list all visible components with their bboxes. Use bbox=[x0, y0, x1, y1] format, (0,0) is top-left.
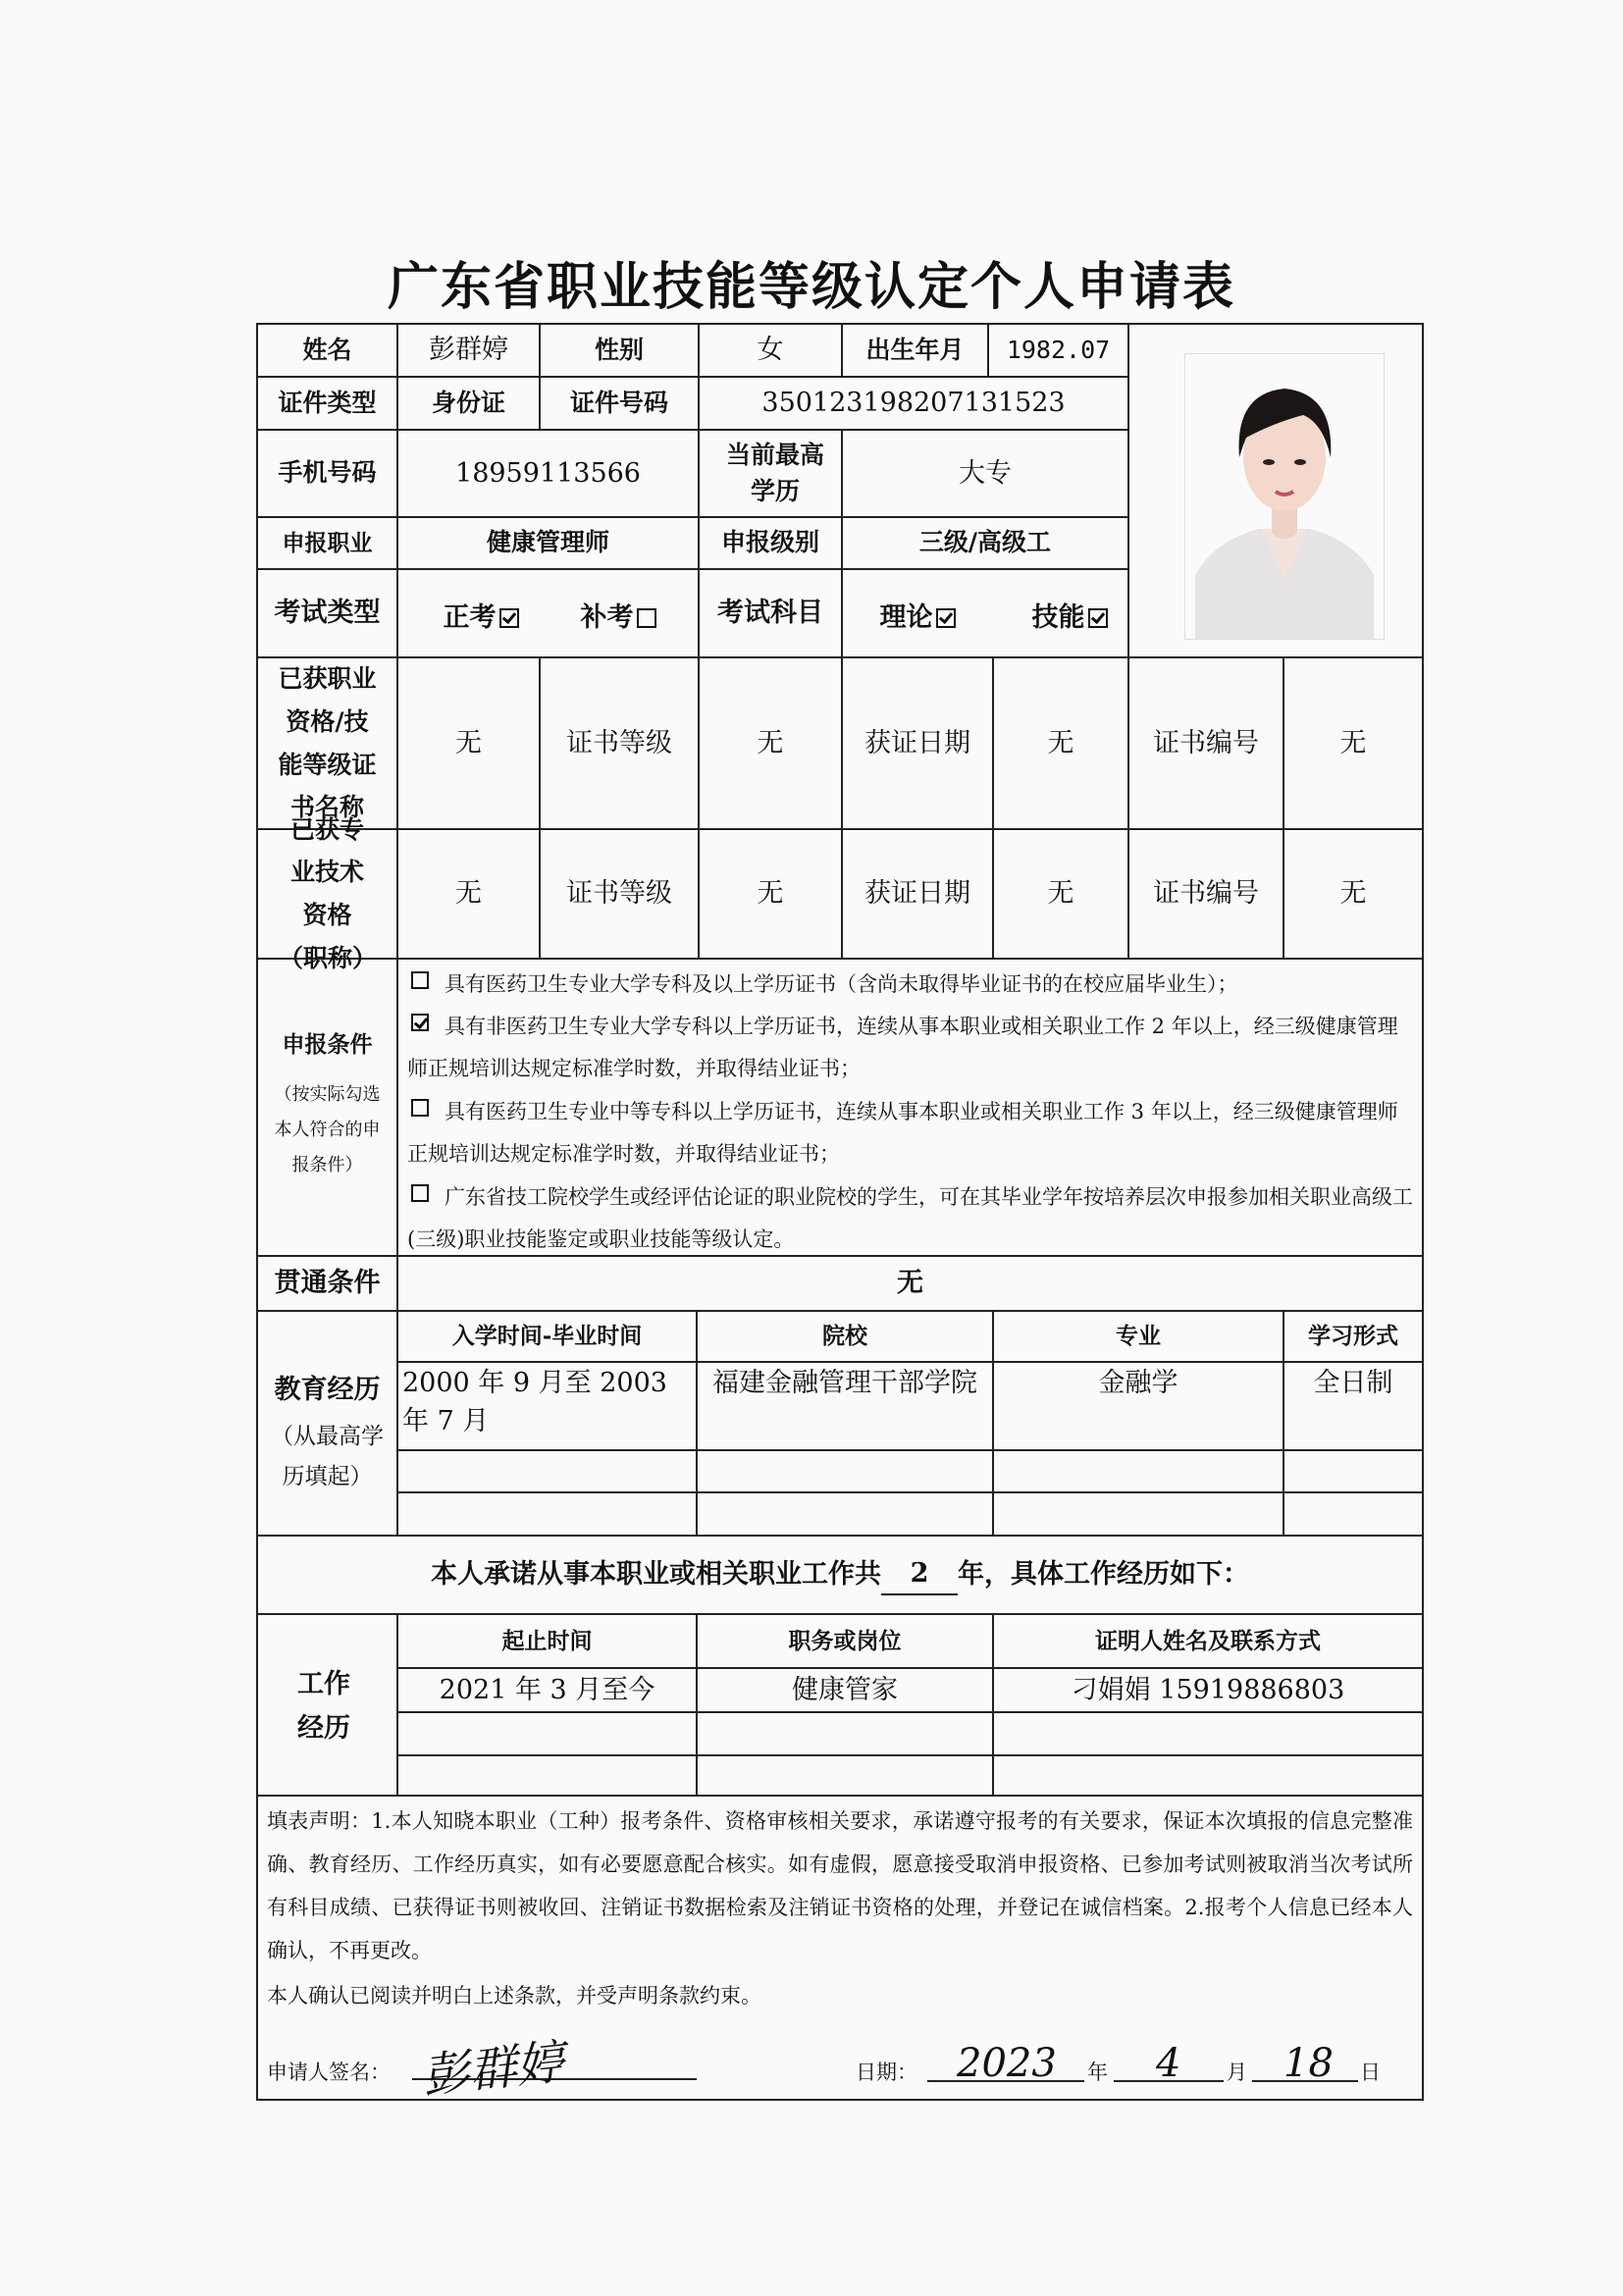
checkbox-icon[interactable] bbox=[411, 1099, 429, 1117]
edu-header-major: 专业 bbox=[1116, 1323, 1161, 1350]
name-label: 姓名 bbox=[302, 335, 352, 364]
cert-no-label: 证书编号 bbox=[1153, 727, 1259, 758]
condition-text: 广东省技工院校学生或经评估论证的职业院校的学生，可在其毕业学年按培养层次申报参加相关职业高级工(三级)职业技能鉴定或职业技能等级认定。 bbox=[407, 1185, 1413, 1251]
conditions-label: 申报条件 bbox=[282, 1031, 373, 1059]
condition-item-1 bbox=[407, 964, 1418, 1006]
exam-subject-skill-label: 技能 bbox=[1031, 602, 1085, 634]
cert-level-label: 证书等级 bbox=[566, 727, 672, 758]
edu-header-mode: 学习形式 bbox=[1308, 1323, 1398, 1350]
work-commitment bbox=[257, 1536, 1423, 1614]
date-year: 2023 bbox=[957, 2041, 1057, 2086]
checkbox-icon[interactable] bbox=[1088, 608, 1108, 628]
signature-label: 申请人签名： bbox=[267, 2061, 391, 2084]
obtained-cert-name: 无 bbox=[455, 727, 482, 758]
through-value: 无 bbox=[897, 1268, 923, 1299]
occupation-label: 申报职业 bbox=[282, 529, 373, 556]
month-unit: 月 bbox=[1227, 2061, 1247, 2084]
through-label: 贯通条件 bbox=[274, 1268, 381, 1299]
obtained-cert-number: 无 bbox=[1339, 727, 1367, 758]
checkbox-icon[interactable] bbox=[637, 608, 656, 628]
edu-header-period: 入学时间-毕业时间 bbox=[451, 1323, 643, 1350]
work-header-position: 职务或岗位 bbox=[788, 1627, 902, 1654]
declaration-text: 填表声明：1.本人知晓本职业（工种）报考条件、资格审核相关要求，承诺遵守报考的有关要求，保证本次填报的信息完整准确、教育经历、工作经历真实，如有必要愿意配合核实。如有虚假，愿意接受取消申报资格、已参加考试则被取消当次考试所有科目成绩、已获得证书则被收回、注销证书数据检索及注销证书资格的处理，并登记在诚信档案。2.报考个人信息已经本人确认，不再更改。 bbox=[267, 1809, 1413, 1962]
exam-type-regular-label: 正考 bbox=[443, 602, 497, 634]
id-number-label: 证件号码 bbox=[569, 388, 668, 417]
id-type-value: 身份证 bbox=[431, 388, 505, 417]
exam-type-label: 考试类型 bbox=[274, 598, 381, 629]
obtained-cert-date: 无 bbox=[1047, 727, 1074, 758]
edu-row-school: 福建金融管理干部学院 bbox=[712, 1368, 977, 1398]
edu-header-school: 院校 bbox=[822, 1323, 867, 1350]
applicant-photo bbox=[1184, 353, 1385, 640]
condition-text: 具有医药卫生专业中等专科以上学历证书，连续从事本职业或相关职业工作 3 年以上，经三级健康管理师正规培训达规定标准学时数，并取得结业证书； bbox=[407, 1100, 1398, 1166]
cert-level-label-2: 证书等级 bbox=[566, 878, 672, 910]
phone-value: 18959113566 bbox=[455, 457, 641, 489]
work-commit-years: 2 bbox=[881, 1554, 958, 1594]
condition-text: 具有医药卫生专业大学专科及以上学历证书（含尚未取得毕业证书的在校应届毕业生）； bbox=[445, 972, 1238, 996]
work-commit-suffix: 年，具体工作经历如下： bbox=[958, 1559, 1249, 1591]
edu-row-mode: 全日制 bbox=[1313, 1368, 1393, 1398]
education-label: 当前最高学历 bbox=[725, 441, 824, 505]
id-type-label: 证件类型 bbox=[278, 388, 377, 417]
conditions-note: （按实际勾选本人符合的申报条件） bbox=[274, 1084, 381, 1175]
level-value: 三级/高级工 bbox=[918, 528, 1052, 557]
day-unit: 日 bbox=[1360, 2061, 1381, 2084]
exam-subject-label: 考试科目 bbox=[717, 598, 823, 629]
gender-value: 女 bbox=[757, 335, 784, 366]
cert-date-label: 获证日期 bbox=[864, 727, 970, 758]
cert-date-label-2: 获证日期 bbox=[864, 878, 970, 910]
name-value: 彭群婷 bbox=[429, 335, 508, 366]
year-unit: 年 bbox=[1087, 2061, 1108, 2084]
obtained-title-date: 无 bbox=[1047, 878, 1074, 910]
id-number-value: 350123198207131523 bbox=[761, 388, 1066, 419]
condition-item-2 bbox=[407, 1006, 1418, 1090]
work-commit-prefix: 本人承诺从事本职业或相关职业工作共 bbox=[431, 1559, 881, 1591]
work-label: 工作经历 bbox=[297, 1669, 350, 1744]
birth-label: 出生年月 bbox=[865, 335, 965, 364]
date-day: 18 bbox=[1283, 2041, 1334, 2086]
condition-item-4 bbox=[407, 1176, 1418, 1261]
checkbox-icon[interactable] bbox=[411, 1184, 429, 1202]
obtained-title-number: 无 bbox=[1339, 878, 1367, 910]
exam-type-regular[interactable] bbox=[422, 579, 540, 657]
education-value: 大专 bbox=[959, 457, 1012, 489]
work-header-period: 起止时间 bbox=[501, 1627, 593, 1654]
obtained-cert-level: 无 bbox=[757, 727, 784, 758]
work-row-position: 健康管家 bbox=[792, 1674, 898, 1705]
obtained-title-level: 无 bbox=[757, 878, 784, 910]
condition-item-3 bbox=[407, 1091, 1418, 1175]
phone-label: 手机号码 bbox=[278, 458, 377, 488]
birth-value: 1982.07 bbox=[1006, 335, 1111, 364]
edu-history-note: （从最高学历填起） bbox=[271, 1423, 384, 1489]
work-header-reference: 证明人姓名及联系方式 bbox=[1095, 1627, 1321, 1654]
work-row-reference: 刁娟娟 15919886803 bbox=[1071, 1674, 1345, 1705]
condition-text: 具有非医药卫生专业大学专科以上学历证书，连续从事本职业或相关职业工作 2 年以上，经三级健康管理师正规培训达规定标准学时数，并取得结业证书； bbox=[407, 1015, 1398, 1080]
exam-subject-theory-label: 理论 bbox=[879, 602, 933, 634]
confirm-text: 本人确认已阅读并明白上述条款，并受声明条款约束。 bbox=[267, 1984, 761, 2008]
form-title: 广东省职业技能等级认定个人申请表 bbox=[387, 257, 1235, 317]
obtained-cert-label: 已获职业资格/技能等级证书名称 bbox=[278, 664, 377, 822]
exam-type-makeup-label: 补考 bbox=[580, 602, 634, 634]
obtained-title-name: 无 bbox=[455, 878, 482, 910]
date-label: 日期： bbox=[856, 2061, 917, 2084]
exam-subject-theory[interactable] bbox=[859, 579, 976, 657]
occupation-value: 健康管理师 bbox=[486, 528, 609, 557]
checkbox-icon[interactable] bbox=[936, 608, 956, 628]
gender-label: 性别 bbox=[594, 335, 644, 364]
edu-row-major: 金融学 bbox=[1098, 1368, 1178, 1398]
level-label: 申报级别 bbox=[720, 528, 819, 557]
checkbox-icon[interactable] bbox=[411, 1014, 429, 1031]
edu-row-period: 2000 年 9 月至 2003 年 7 月 bbox=[402, 1368, 667, 1437]
cert-no-label-2: 证书编号 bbox=[1153, 878, 1259, 910]
exam-type-makeup[interactable] bbox=[559, 579, 677, 657]
exam-subject-skill[interactable] bbox=[1011, 579, 1128, 657]
checkbox-icon[interactable] bbox=[411, 971, 429, 989]
signature-handwritten: 彭群婷 bbox=[419, 2034, 567, 2105]
checkbox-icon[interactable] bbox=[499, 608, 519, 628]
obtained-title-label: 已获专业技术资格（职称） bbox=[279, 814, 378, 972]
edu-history-label: 教育经历 bbox=[274, 1375, 381, 1406]
work-row-period: 2021 年 3 月至今 bbox=[439, 1674, 655, 1705]
date-month: 4 bbox=[1156, 2041, 1181, 2086]
